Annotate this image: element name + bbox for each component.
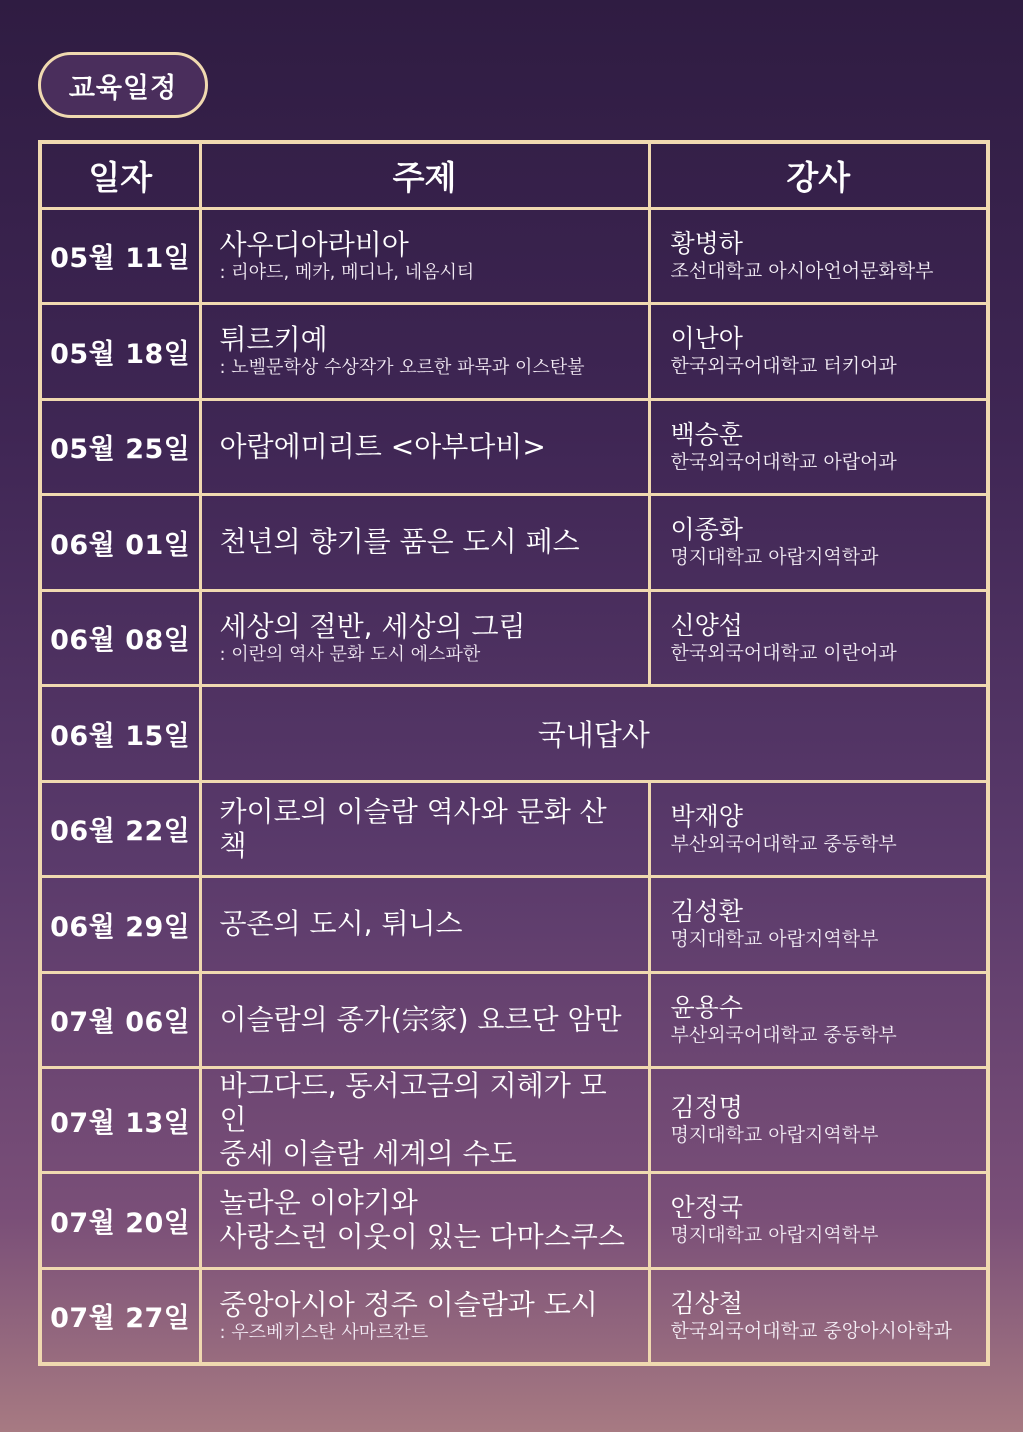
row-lecturer bbox=[649, 208, 988, 304]
row-date: 05월 11일 bbox=[40, 208, 200, 304]
schedule-table bbox=[38, 140, 990, 1366]
row-lecturer bbox=[649, 1268, 988, 1364]
table-row bbox=[40, 399, 988, 495]
topic-title: 아랍에미리트 <아부다비> bbox=[219, 429, 546, 463]
topic-title: 중앙아시아 정주 이슬람과 도시 bbox=[219, 1287, 598, 1321]
lecturer-affiliation: 조선대학교 아시아언어문화학부 bbox=[670, 259, 934, 282]
lecturer-affiliation: 명지대학교 아랍지역학부 bbox=[670, 1224, 879, 1247]
row-lecturer bbox=[649, 781, 988, 877]
lecturer-affiliation: 한국외국어대학교 중앙아시아학과 bbox=[670, 1319, 952, 1342]
row-topic bbox=[200, 1268, 649, 1364]
row-lecturer bbox=[649, 304, 988, 400]
row-topic bbox=[200, 208, 649, 304]
lecturer-name: 윤용수 bbox=[670, 992, 743, 1022]
row-date: 07월 06일 bbox=[40, 972, 200, 1068]
topic-title: 공존의 도시, 튀니스 bbox=[219, 907, 463, 941]
table-row bbox=[40, 208, 988, 304]
row-date: 07월 27일 bbox=[40, 1268, 200, 1364]
topic-title: 천년의 향기를 품은 도시 페스 bbox=[219, 525, 580, 559]
topic-title: 카이로의 이슬람 역사와 문화 산책 bbox=[219, 794, 607, 862]
lecturer-name: 안정국 bbox=[670, 1193, 743, 1223]
row-topic bbox=[200, 495, 649, 591]
row-topic bbox=[200, 877, 649, 973]
lecturer-name: 이난아 bbox=[670, 324, 743, 354]
row-topic bbox=[200, 781, 649, 877]
row-topic bbox=[200, 304, 649, 400]
lecturer-name: 백승훈 bbox=[670, 419, 743, 449]
row-date: 05월 18일 bbox=[40, 304, 200, 400]
row-lecturer bbox=[649, 972, 988, 1068]
lecturer-affiliation: 명지대학교 아랍지역학부 bbox=[670, 928, 879, 951]
topic-title: 바그다드, 동서고금의 지혜가 모인 bbox=[219, 1069, 607, 1136]
row-topic bbox=[200, 590, 649, 686]
row-topic bbox=[200, 399, 649, 495]
row-lecturer bbox=[649, 1173, 988, 1269]
table-row bbox=[40, 781, 988, 877]
topic-title: 놀라운 이야기와 bbox=[219, 1186, 418, 1220]
table-row bbox=[40, 877, 988, 973]
lecturer-name: 김정명 bbox=[670, 1093, 743, 1122]
row-topic bbox=[200, 972, 649, 1068]
topic-title-line2: 중세 이슬람 세계의 수도 bbox=[219, 1137, 517, 1170]
topic-title: 튀르키예 bbox=[219, 323, 328, 357]
row-span-event: 국내답사 bbox=[200, 686, 988, 782]
topic-title-line2: 사랑스런 이웃이 있는 다마스쿠스 bbox=[219, 1220, 625, 1254]
row-topic bbox=[200, 1068, 649, 1173]
table-row bbox=[40, 686, 988, 782]
lecturer-affiliation: 부산외국어대학교 중동학부 bbox=[670, 1023, 897, 1046]
row-date: 06월 29일 bbox=[40, 877, 200, 973]
table-row bbox=[40, 1173, 988, 1269]
row-lecturer bbox=[649, 495, 988, 591]
topic-subtitle: : 노벨문학상 수상작가 오르한 파묵과 이스탄불 bbox=[219, 357, 585, 379]
lecturer-name: 이종화 bbox=[670, 515, 743, 545]
table-row bbox=[40, 1068, 988, 1173]
lecturer-name: 황병하 bbox=[670, 228, 743, 258]
topic-title: 세상의 절반, 세상의 그림 bbox=[219, 609, 526, 643]
table-row bbox=[40, 304, 988, 400]
row-lecturer bbox=[649, 877, 988, 973]
row-date: 06월 08일 bbox=[40, 590, 200, 686]
lecturer-affiliation: 명지대학교 아랍지역학과 bbox=[670, 546, 879, 569]
topic-title: 이슬람의 종가(宗家) 요르단 암만 bbox=[219, 1002, 622, 1036]
row-topic bbox=[200, 1173, 649, 1269]
topic-subtitle: : 우즈베키스탄 사마르칸트 bbox=[219, 1321, 429, 1343]
header-date: 일자 bbox=[40, 142, 200, 208]
topic-subtitle: : 이란의 역사 문화 도시 에스파한 bbox=[219, 643, 481, 665]
row-lecturer bbox=[649, 590, 988, 686]
lecturer-affiliation: 한국외국어대학교 아랍어과 bbox=[670, 450, 897, 473]
lecturer-affiliation: 한국외국어대학교 이란어과 bbox=[670, 641, 897, 664]
lecturer-affiliation: 부산외국어대학교 중동학부 bbox=[670, 832, 897, 855]
lecturer-affiliation: 명지대학교 아랍지역학부 bbox=[670, 1124, 879, 1146]
topic-subtitle: : 리야드, 메카, 메디나, 네옴시티 bbox=[219, 261, 475, 283]
row-date: 06월 22일 bbox=[40, 781, 200, 877]
row-date: 06월 15일 bbox=[40, 686, 200, 782]
header-lecturer: 강사 bbox=[649, 142, 988, 208]
row-date: 05월 25일 bbox=[40, 399, 200, 495]
table-row bbox=[40, 1268, 988, 1364]
lecturer-name: 신양섭 bbox=[670, 610, 743, 640]
lecturer-name: 김성환 bbox=[670, 897, 743, 927]
page-title: 교육일정 bbox=[68, 72, 178, 104]
schedule-title-badge bbox=[38, 52, 208, 118]
row-date: 07월 13일 bbox=[40, 1068, 200, 1173]
row-lecturer bbox=[649, 1068, 988, 1173]
row-date: 06월 01일 bbox=[40, 495, 200, 591]
lecturer-name: 박재양 bbox=[670, 801, 743, 831]
table-row bbox=[40, 495, 988, 591]
table-row bbox=[40, 590, 988, 686]
row-date: 07월 20일 bbox=[40, 1173, 200, 1269]
header-row bbox=[40, 142, 988, 208]
header-topic: 주제 bbox=[200, 142, 649, 208]
lecturer-affiliation: 한국외국어대학교 터키어과 bbox=[670, 355, 897, 378]
topic-title: 사우디아라비아 bbox=[219, 227, 409, 261]
lecturer-name: 김상철 bbox=[670, 1288, 743, 1318]
row-lecturer bbox=[649, 399, 988, 495]
table-row bbox=[40, 972, 988, 1068]
